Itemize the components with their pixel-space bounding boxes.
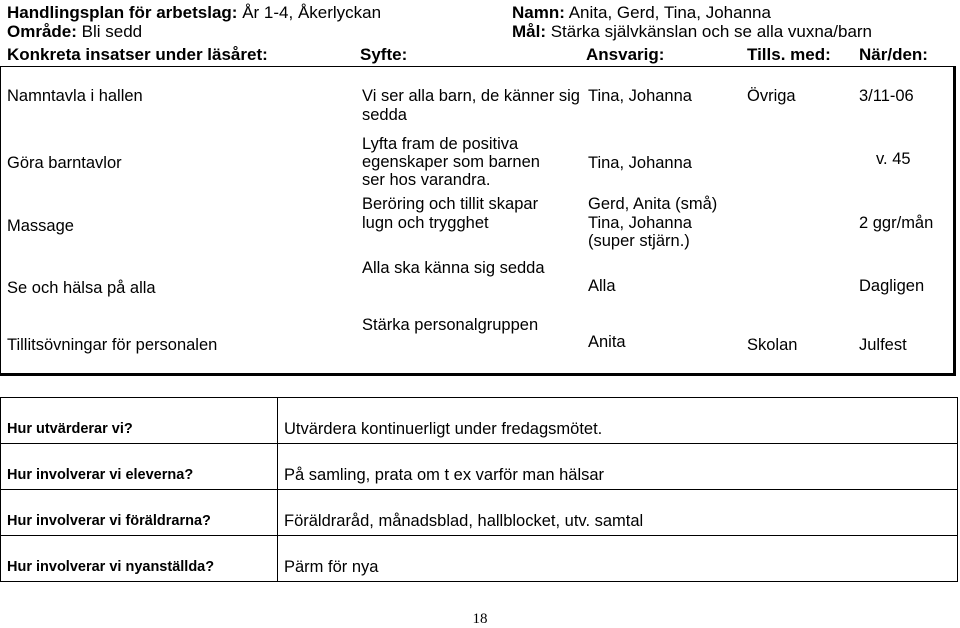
row-3-when: 2 ggr/mån [859, 214, 934, 232]
goal-value: Stärka självkänslan och se alla vuxna/barn [546, 22, 873, 41]
row-4-action: Se och hälsa på alla [7, 279, 156, 297]
answer-new-staff: Pärm för nya [278, 536, 958, 582]
row-1-action: Namntavla i hallen [7, 87, 143, 105]
row-4-responsible: Alla [588, 277, 616, 295]
row-5-when: Julfest [859, 336, 907, 354]
row-3-purpose: Beröring och tillit skapar lugn och trygghet [362, 195, 539, 232]
col-when: När/den: [859, 45, 928, 64]
row-1-with: Övriga [747, 87, 796, 105]
question-new-staff: Hur involverar vi nyanställda? [1, 536, 278, 582]
goal-line [512, 22, 872, 42]
plan-value: År 1-4, Åkerlyckan [237, 3, 382, 22]
page-number: 18 [472, 611, 488, 627]
row-4-when: Dagligen [859, 277, 925, 295]
col-responsible: Ansvarig: [586, 45, 665, 64]
evaluation-table [0, 397, 958, 582]
names-label: Namn: [512, 3, 565, 22]
row-2-action: Göra barntavlor [7, 154, 122, 172]
answer-students: På samling, prata om t ex varför man hälsar [278, 444, 958, 490]
col-with: Tills. med: [747, 45, 831, 64]
names-line [512, 3, 771, 23]
answer-parents: Föräldraråd, månadsblad, hallblocket, utv. samtal [278, 490, 958, 536]
row-2-purpose: Lyfta fram de positiva egenskaper som barnen ser hos varandra. [362, 135, 540, 189]
plan-title [7, 3, 381, 23]
row-2-responsible: Tina, Johanna [588, 154, 692, 172]
col-actions: Konkreta insatser under läsåret: [7, 45, 268, 64]
answer-evaluate: Utvärdera kontinuerligt under fredagsmötet. [278, 398, 958, 444]
row-5-action: Tillitsövningar för personalen [7, 336, 218, 354]
col-purpose: Syfte: [360, 45, 408, 64]
row-1-responsible: Tina, Johanna [588, 87, 692, 105]
row-5-responsible: Anita [588, 333, 626, 351]
area-label: Område: [7, 22, 77, 41]
table-row [1, 444, 958, 490]
question-parents: Hur involverar vi föräldrarna? [1, 490, 278, 536]
area-value: Bli sedd [76, 22, 143, 41]
table-row [1, 398, 958, 444]
names-value: Anita, Gerd, Tina, Johanna [564, 3, 771, 22]
table-row [1, 536, 958, 582]
plan-label: Handlingsplan för arbetslag: [7, 3, 238, 22]
row-5-with: Skolan [747, 336, 798, 354]
row-2-when: v. 45 [876, 150, 911, 168]
row-4-purpose: Alla ska känna sig sedda [362, 259, 545, 277]
goal-label: Mål: [512, 22, 546, 41]
row-3-action: Massage [7, 217, 74, 235]
row-1-purpose: Vi ser alla barn, de känner sig sedda [362, 87, 580, 124]
row-5-purpose: Stärka personalgruppen [362, 316, 539, 334]
area-line [7, 22, 142, 42]
question-students: Hur involverar vi eleverna? [1, 444, 278, 490]
row-1-when: 3/11-06 [859, 87, 914, 105]
question-evaluate: Hur utvärderar vi? [1, 398, 278, 444]
table-row [1, 490, 958, 536]
row-3-responsible: Gerd, Anita (små) Tina, Johanna (super stjärn.) [588, 195, 718, 250]
